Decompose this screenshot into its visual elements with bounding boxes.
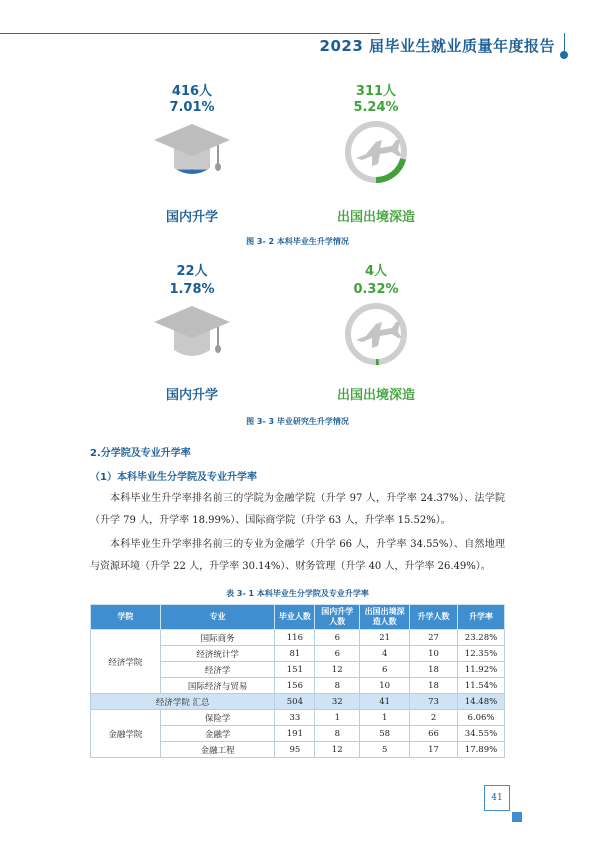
value-cell: 34.55% [457, 726, 504, 742]
graduation-cap-icon [152, 122, 232, 184]
table-row [91, 630, 505, 646]
ug-domestic-rate: 7.01% [169, 100, 215, 115]
table-caption: 表 3- 1 本科毕业生分学院及专业升学率 [226, 589, 369, 598]
value-cell: 6 [315, 630, 360, 646]
value-cell: 58 [360, 726, 410, 742]
paragraph-2: 本科毕业生升学率排名前三的专业为金融学（升学 66 人，升学率 34.55%）、自然地理与资源环境（升学 22 人，升学率 30.14%）、财务管理（升学 40 人，升学率 26.49%）。 [90, 539, 505, 572]
major-cell: 金融工程 [160, 742, 275, 758]
header-dot [560, 51, 568, 59]
ug-abroad-count: 311人 [355, 84, 397, 99]
value-cell: 12 [315, 662, 360, 678]
figure-caption-1: 图 3- 2 本科毕业生升学情况 [246, 237, 349, 246]
airplane-icon [342, 118, 410, 186]
col-header: 出国出境深造人数 [360, 605, 410, 630]
ug-abroad-label: 出国出境深造 [336, 210, 415, 225]
airplane-icon [342, 300, 410, 368]
col-header: 国内升学人数 [315, 605, 360, 630]
value-cell: 1 [315, 710, 360, 726]
value-cell: 17 [410, 742, 458, 758]
major-cell: 国际商务 [160, 630, 275, 646]
value-cell: 1 [360, 710, 410, 726]
page-number: 41 [484, 785, 510, 811]
value-cell: 116 [275, 630, 315, 646]
paragraph-1: 本科毕业生升学率排名前三的学院为金融学院（升学 97 人，升学率 24.37%）、法学院（升学 79 人，升学率 18.99%）、国际商学院（升学 63 人，升学率 15.52%）。 [90, 493, 505, 526]
major-cell: 国际经济与贸易 [160, 678, 275, 694]
value-cell: 2 [410, 710, 458, 726]
report-title: 2023 届毕业生就业质量年度报告 [319, 37, 555, 55]
value-cell: 12.35% [457, 646, 504, 662]
value-cell: 41 [360, 694, 410, 710]
value-cell: 21 [360, 630, 410, 646]
ug-domestic-label: 国内升学 [165, 210, 218, 225]
major-cell: 经济学 [160, 662, 275, 678]
value-cell: 18 [410, 662, 458, 678]
college-cell: 金融学院 [91, 710, 161, 758]
ug-abroad-rate: 5.24% [353, 100, 399, 115]
value-cell: 95 [275, 742, 315, 758]
col-header: 升学人数 [410, 605, 458, 630]
value-cell: 11.92% [457, 662, 504, 678]
major-cell: 经济统计学 [160, 646, 275, 662]
value-cell: 6 [315, 646, 360, 662]
grad-abroad-label: 出国出境深造 [336, 388, 415, 403]
header-rule [0, 33, 380, 34]
admission-table [90, 604, 505, 758]
value-cell: 5 [360, 742, 410, 758]
grad-domestic-rate: 1.78% [169, 282, 215, 297]
value-cell: 191 [275, 726, 315, 742]
graduation-cap-icon [152, 304, 232, 366]
table-row [91, 710, 505, 726]
value-cell: 73 [410, 694, 458, 710]
value-cell: 14.48% [457, 694, 504, 710]
value-cell: 33 [275, 710, 315, 726]
value-cell: 156 [275, 678, 315, 694]
figure-caption-2: 图 3- 3 毕业研究生升学情况 [246, 417, 349, 426]
major-cell: 金融学 [160, 726, 275, 742]
value-cell: 4 [360, 646, 410, 662]
value-cell: 23.28% [457, 630, 504, 646]
col-header: 毕业人数 [275, 605, 315, 630]
col-header: 专业 [160, 605, 275, 630]
value-cell: 17.89% [457, 742, 504, 758]
value-cell: 27 [410, 630, 458, 646]
college-cell: 经济学院 [91, 630, 161, 694]
value-cell: 10 [410, 646, 458, 662]
col-header: 学院 [91, 605, 161, 630]
summary-label: 经济学院 汇总 [91, 694, 275, 710]
section-subheading: （1）本科毕业生分学院及专业升学率 [90, 472, 257, 483]
grad-domestic-count: 22人 [176, 264, 208, 279]
section-heading: 2.分学院及专业升学率 [90, 448, 191, 459]
value-cell: 504 [275, 694, 315, 710]
summary-row [91, 694, 505, 710]
grad-domestic-label: 国内升学 [165, 388, 218, 403]
value-cell: 12 [315, 742, 360, 758]
value-cell: 81 [275, 646, 315, 662]
grad-abroad-rate: 0.32% [353, 282, 399, 297]
value-cell: 18 [410, 678, 458, 694]
value-cell: 6.06% [457, 710, 504, 726]
value-cell: 151 [275, 662, 315, 678]
ug-domestic-count: 416人 [171, 84, 213, 99]
value-cell: 6 [360, 662, 410, 678]
value-cell: 11.54% [457, 678, 504, 694]
header-tick [564, 33, 565, 53]
value-cell: 8 [315, 678, 360, 694]
value-cell: 8 [315, 726, 360, 742]
col-header: 升学率 [457, 605, 504, 630]
page-corner-square [512, 812, 522, 822]
value-cell: 10 [360, 678, 410, 694]
major-cell: 保险学 [160, 710, 275, 726]
value-cell: 66 [410, 726, 458, 742]
value-cell: 32 [315, 694, 360, 710]
grad-abroad-count: 4人 [364, 264, 388, 279]
